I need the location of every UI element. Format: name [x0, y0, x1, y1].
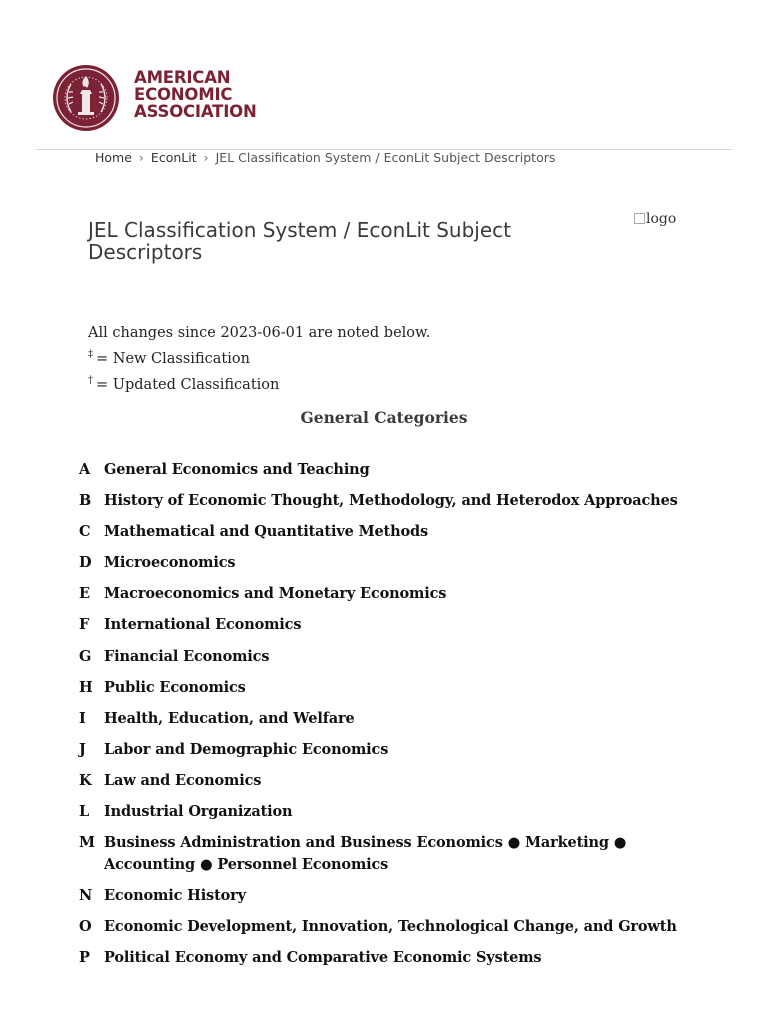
new-classification-label: = New Classification	[96, 351, 250, 367]
general-categories-heading: General Categories	[300, 408, 468, 427]
category-link[interactable]: Political Economy and Comparative Economic Systems	[104, 949, 542, 967]
category-item	[79, 885, 679, 907]
category-code: K	[79, 771, 92, 789]
category-link[interactable]: General Economics and Teaching	[104, 461, 370, 478]
breadcrumb-separator: ›	[203, 150, 209, 165]
category-item	[79, 739, 679, 761]
category-link[interactable]: Law and Economics	[104, 771, 262, 789]
category-code: B	[79, 492, 92, 510]
category-code: A	[79, 461, 91, 478]
dagger-symbol: †	[88, 375, 93, 386]
category-link[interactable]: Industrial Organization	[104, 803, 293, 821]
updated-classification-label: = Updated Classification	[96, 377, 280, 393]
category-link[interactable]: Health, Education, and Welfare	[104, 709, 355, 727]
category-link[interactable]: Microeconomics	[104, 554, 236, 572]
category-item	[79, 646, 679, 668]
category-code: M	[79, 834, 96, 852]
category-code: P	[79, 949, 90, 967]
brand-line-1: AMERICAN	[134, 68, 231, 87]
breadcrumb	[95, 150, 555, 165]
category-item	[79, 614, 679, 636]
category-item	[79, 708, 679, 730]
category-code: E	[79, 585, 91, 603]
site-header	[0, 0, 768, 150]
logo-alt-text: logo	[646, 211, 677, 227]
category-link[interactable]: Public Economics	[104, 678, 246, 696]
category-item	[79, 490, 679, 512]
changes-note: All changes since 2023-06-01 are noted below.	[88, 325, 431, 341]
category-item	[79, 459, 679, 481]
category-link[interactable]: Economic History	[104, 887, 246, 905]
category-item	[79, 947, 679, 969]
page-title: JEL Classification System / EconLit Subject Descriptors	[88, 218, 511, 264]
brand-line-2: ECONOMIC	[134, 85, 233, 104]
aea-seal-icon	[51, 64, 121, 132]
category-item	[79, 521, 679, 543]
category-item	[79, 770, 679, 792]
category-code: H	[79, 678, 93, 696]
category-link[interactable]: Economic Development, Innovation, Technological Change, and Growth	[104, 918, 677, 936]
category-item	[79, 916, 679, 938]
category-item	[79, 552, 679, 574]
broken-image-icon	[634, 213, 645, 224]
breadcrumb-econlit-link[interactable]: EconLit	[150, 150, 197, 165]
category-link[interactable]: Mathematical and Quantitative Methods	[104, 523, 429, 541]
category-code: O	[79, 918, 92, 936]
category-code: I	[79, 709, 86, 727]
category-link[interactable]: Macroeconomics and Monetary Economics	[104, 585, 447, 603]
category-item	[79, 801, 679, 823]
category-item	[79, 677, 679, 699]
change-notes	[88, 322, 430, 396]
category-item	[79, 832, 679, 876]
category-code: C	[79, 523, 91, 541]
category-link[interactable]: History of Economic Thought, Methodology, and Heterodox Approaches	[104, 492, 678, 510]
category-link[interactable]: Business Administration and Business Economics ● Marketing ● Accounting ● Personnel Economics	[104, 834, 627, 874]
aea-wordmark	[134, 69, 257, 120]
breadcrumb-separator: ›	[138, 150, 144, 165]
category-code: J	[79, 740, 86, 758]
broken-logo-image	[634, 211, 704, 233]
category-link[interactable]: Financial Economics	[104, 647, 270, 665]
updated-classification-legend	[88, 370, 430, 396]
category-code: L	[79, 803, 90, 821]
breadcrumb-current: JEL Classification System / EconLit Subject Descriptors	[215, 150, 556, 165]
breadcrumb-home-link[interactable]: Home	[95, 150, 132, 165]
category-link[interactable]: Labor and Demographic Economics	[104, 740, 389, 758]
category-code: F	[79, 616, 90, 634]
category-list	[79, 459, 679, 979]
category-code: G	[79, 647, 92, 665]
category-link[interactable]: International Economics	[104, 616, 302, 634]
category-code: N	[79, 887, 93, 905]
category-code: D	[79, 554, 92, 572]
double-dagger-symbol: ‡	[88, 349, 93, 360]
category-item	[79, 583, 679, 605]
aea-logo-link[interactable]	[51, 64, 266, 134]
new-classification-legend	[88, 344, 430, 370]
brand-line-3: ASSOCIATION	[134, 102, 257, 121]
